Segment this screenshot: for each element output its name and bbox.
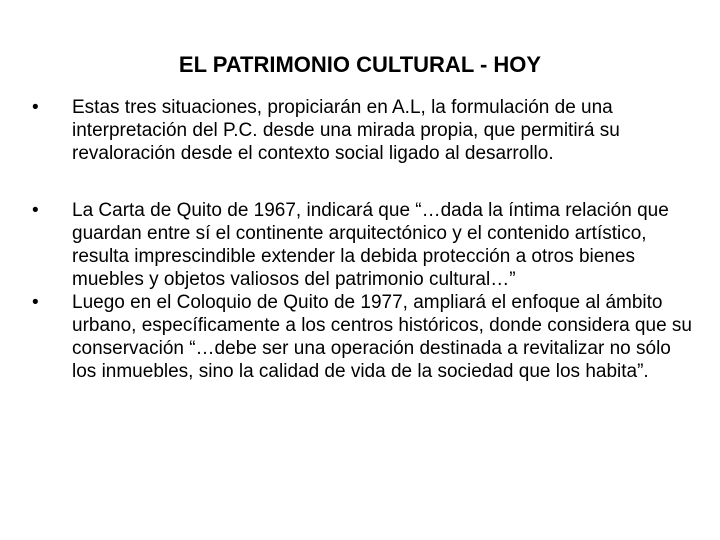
bullet-list <box>32 96 692 383</box>
bullet-text: La Carta de Quito de 1967, indicará que “…dada la íntima relación que guardan entre sí el continente arquitectónico y el contenido artístico, resulta imprescindible extender la debida protección a otros bienes muebles y objetos valiosos del patrimonio cultural…” <box>72 200 669 290</box>
bullet-dot-icon: • <box>32 292 39 313</box>
bullet-dot-icon: • <box>32 97 39 118</box>
bullet-dot-icon: • <box>32 200 39 221</box>
bullet-text: Luego en el Coloquio de Quito de 1977, ampliará el enfoque al ámbito urbano, específicamente a los centros históricos, donde considera que su conservación “…debe ser una operación destinada a revitalizar no sólo los inmuebles, sino la calidad de vida de la sociedad que los habita”. <box>72 292 692 382</box>
bullet-item <box>32 199 692 291</box>
bullet-item <box>32 291 692 383</box>
bullet-text: Estas tres situaciones, propiciarán en A.L, la formulación de una interpretación del P.C. desde una mirada propia, que permitirá su revaloración desde el contexto social ligado al desarrollo. <box>72 97 620 164</box>
bullet-item <box>32 96 692 165</box>
slide-title: EL PATRIMONIO CULTURAL - HOY <box>178 52 542 77</box>
